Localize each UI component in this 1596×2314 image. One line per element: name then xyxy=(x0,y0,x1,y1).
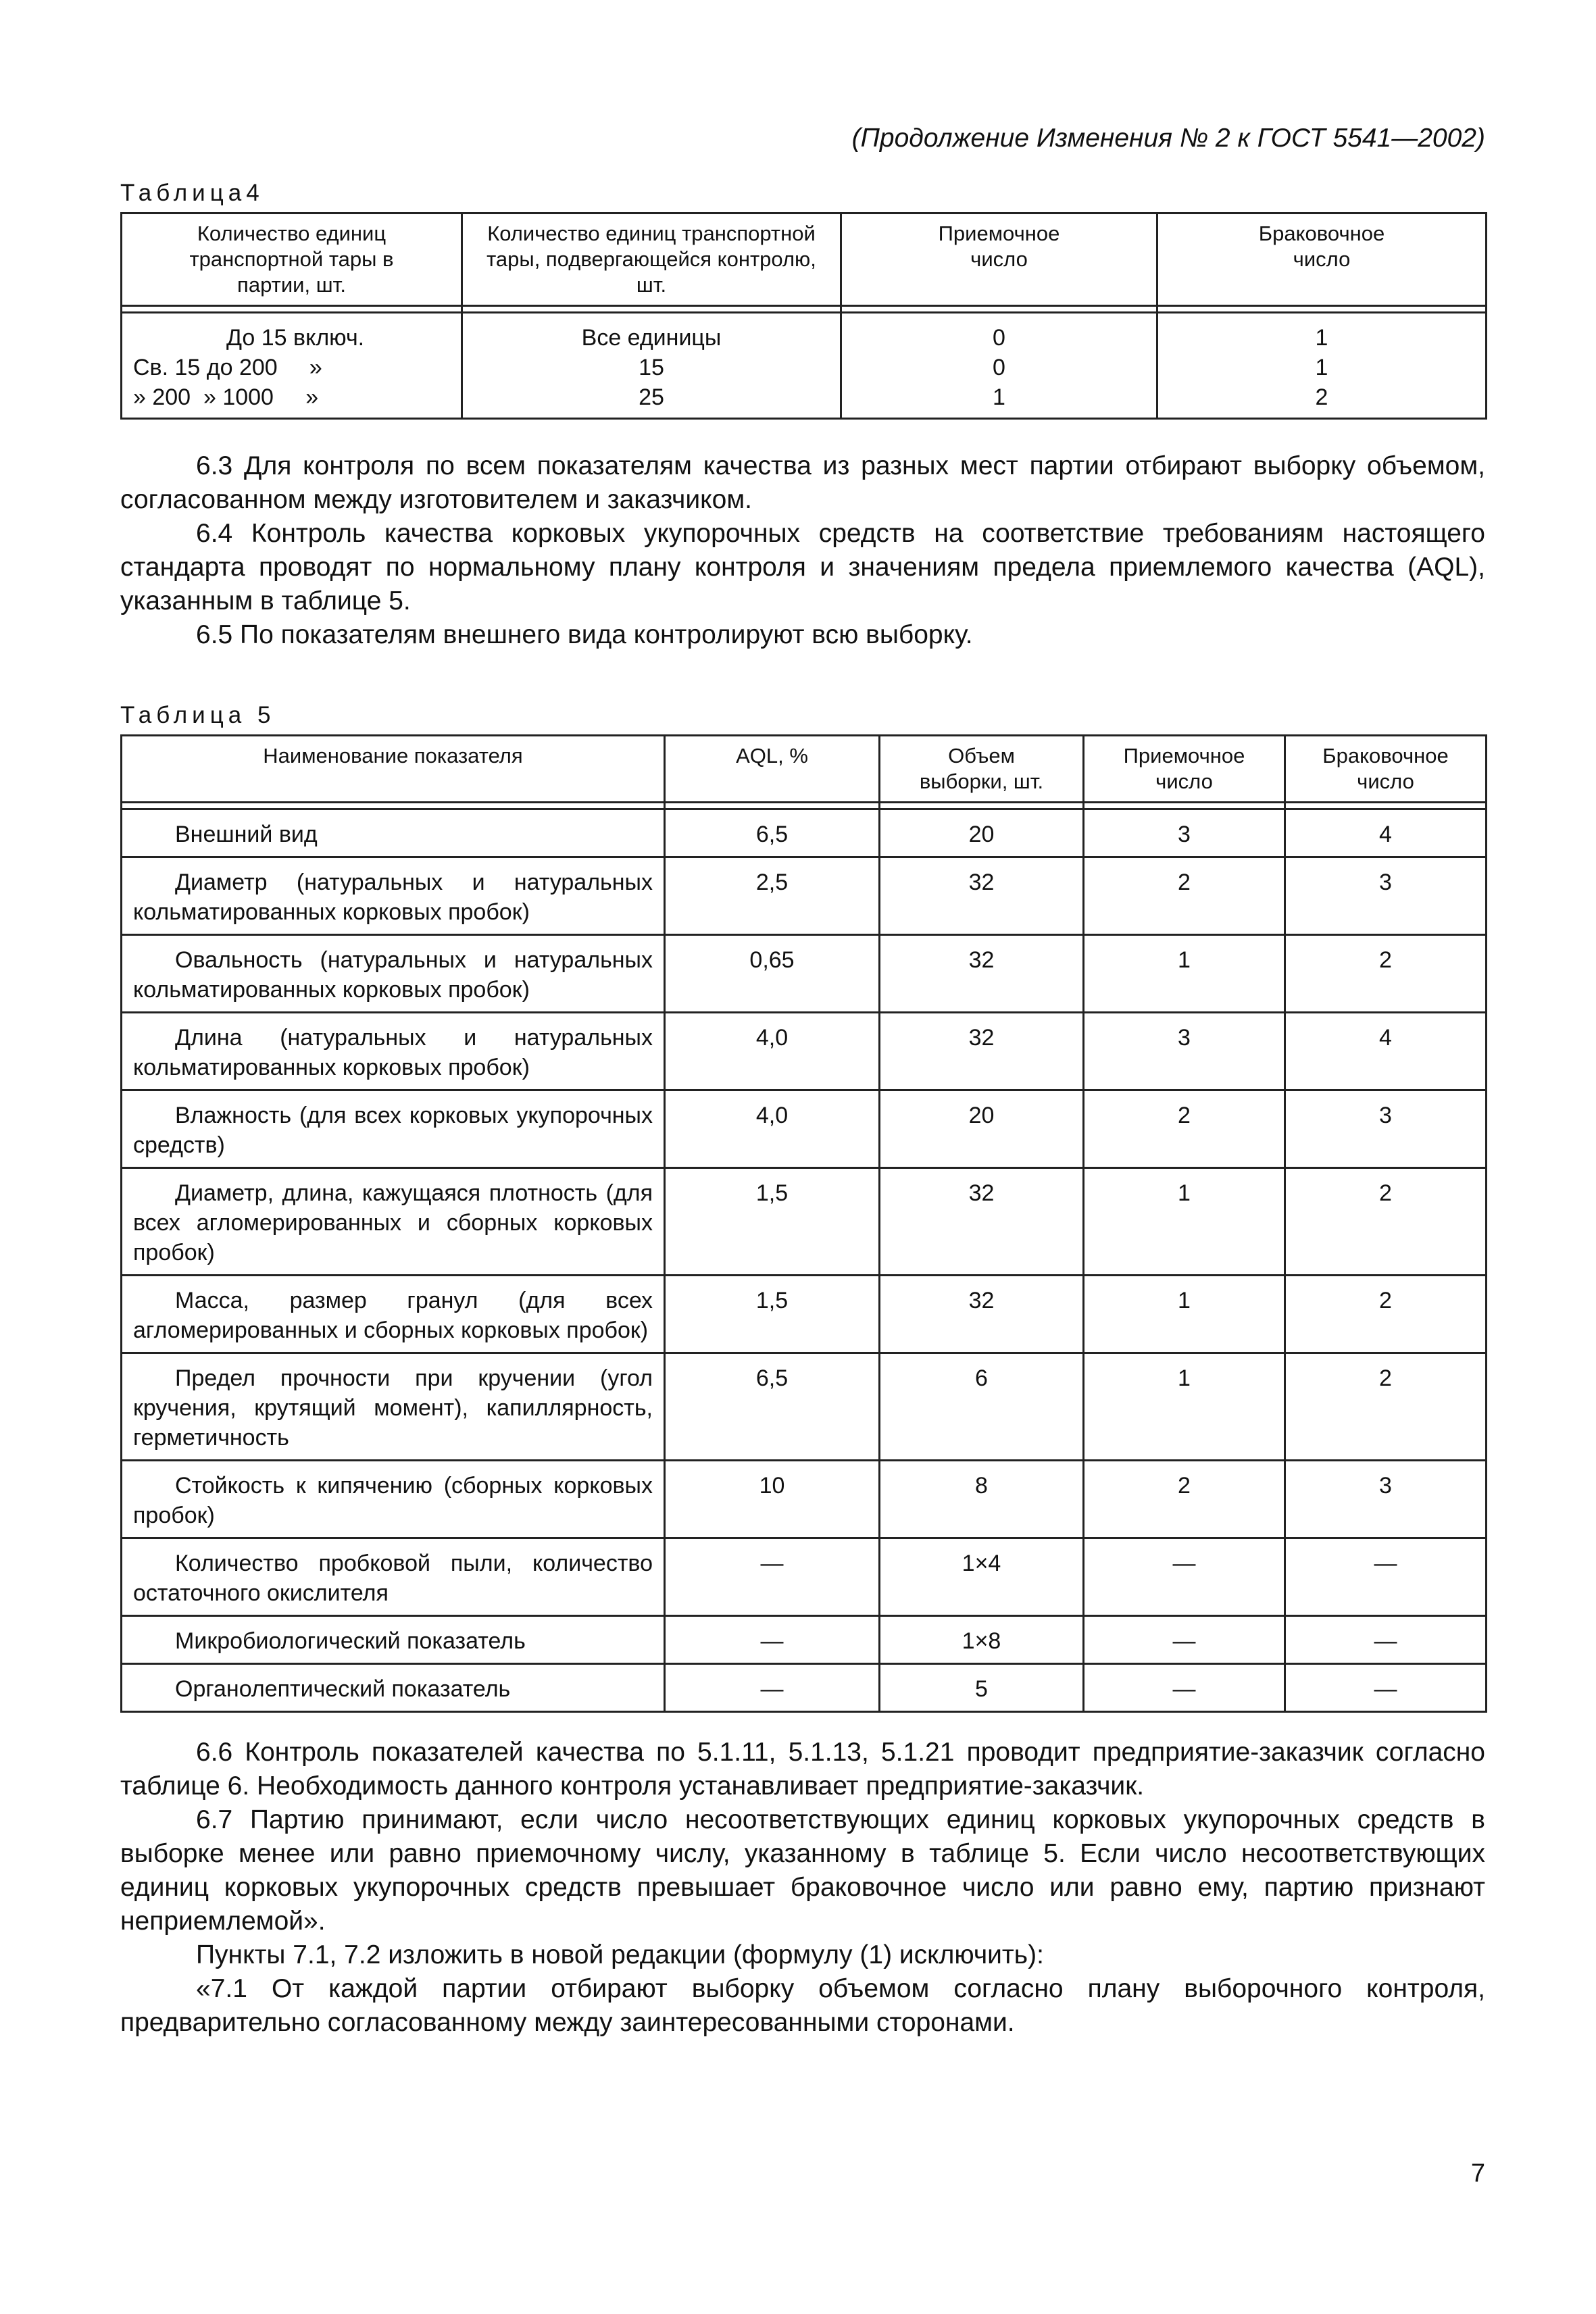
table5-value-size: 20 xyxy=(880,809,1084,857)
table-row xyxy=(122,353,1487,382)
table5-value-reject: 3 xyxy=(1285,1090,1487,1168)
table5-header-cell: Объем выборки, шт. xyxy=(880,736,1084,803)
table4-cell: 0 xyxy=(841,313,1157,353)
table5-value-reject: — xyxy=(1285,1538,1487,1616)
indicator-name: Диаметр (натуральных и натуральных кольматированных корковых пробок) xyxy=(133,870,653,925)
table5-value-reject: — xyxy=(1285,1664,1487,1712)
table-row xyxy=(122,809,1487,857)
indicator-name-cell xyxy=(122,935,665,1013)
table5-value-accept: 2 xyxy=(1084,1090,1285,1168)
table5-value-accept: 2 xyxy=(1084,857,1285,935)
table4-header-cell: Количество единиц транспортной тары в партии, шт. xyxy=(122,213,462,306)
table5-value-reject: — xyxy=(1285,1616,1487,1664)
table5-caption: Таблица 5 xyxy=(120,702,276,728)
table5-value-accept: 1 xyxy=(1084,1168,1285,1276)
table5-value-aql: — xyxy=(665,1616,880,1664)
indicator-name: Внешний вид xyxy=(175,822,318,847)
table4-header-cell: Приемочное число xyxy=(841,213,1157,306)
paragraph: 6.5 По показателям внешнего вида контролируют всю выборку. xyxy=(196,620,973,649)
indicator-name-cell xyxy=(122,1616,665,1664)
table5-value-accept: — xyxy=(1084,1664,1285,1712)
table5-value-size: 32 xyxy=(880,935,1084,1013)
table5-value-reject: 2 xyxy=(1285,1276,1487,1353)
table5-header-row xyxy=(122,736,1487,803)
table5-body xyxy=(122,809,1487,1712)
table5-value-aql: — xyxy=(665,1538,880,1616)
table5-value-aql: 10 xyxy=(665,1461,880,1538)
table5-header-cell: AQL, % xyxy=(665,736,880,803)
table4-cell: 0 xyxy=(841,353,1157,382)
table5-value-aql: 6,5 xyxy=(665,1353,880,1461)
indicator-name: Длина (натуральных и натуральных кольматированных корковых пробок) xyxy=(133,1025,653,1080)
indicator-name: Диаметр, длина, кажущаяся плотность (для всех агломерированных и сборных корковых пробок) xyxy=(133,1180,653,1265)
table5-value-size: 1×4 xyxy=(880,1538,1084,1616)
page-number: 7 xyxy=(1470,2159,1485,2188)
table5-value-aql: 2,5 xyxy=(665,857,880,935)
table-row xyxy=(122,1664,1487,1712)
table-row xyxy=(122,935,1487,1013)
table-row xyxy=(122,1616,1487,1664)
indicator-name-cell xyxy=(122,857,665,935)
table4-cell: Все единицы xyxy=(462,313,841,353)
table5-value-accept: 3 xyxy=(1084,809,1285,857)
table5-value-reject: 3 xyxy=(1285,1461,1487,1538)
indicator-name: Предел прочности при кручении (угол кручения, крутящий момент), капиллярность, герметичность xyxy=(133,1365,653,1451)
table5-value-accept: 1 xyxy=(1084,1353,1285,1461)
table4-caption: Таблица4 xyxy=(120,180,264,206)
table-row xyxy=(122,1013,1487,1090)
indicator-name: Овальность (натуральных и натуральных кольматированных корковых пробок) xyxy=(133,947,653,1003)
table4-header-row xyxy=(122,213,1487,306)
indicator-name: Стойкость к кипячению (сборных корковых пробок) xyxy=(133,1473,653,1528)
indicator-name-cell xyxy=(122,1461,665,1538)
table5-value-size: 32 xyxy=(880,1276,1084,1353)
table5-value-aql: 0,65 xyxy=(665,935,880,1013)
table4-cell: » 200 » 1000 » xyxy=(122,382,462,419)
table-row xyxy=(122,313,1487,353)
indicator-name-cell xyxy=(122,1013,665,1090)
paragraph: 6.6 Контроль показателей качества по 5.1.11, 5.1.13, 5.1.21 проводит предприятие-заказчик согласно таблице 6. Необходимость данного контроля устанавливает предприятие-заказчик. xyxy=(120,1738,1485,1801)
indicator-name: Влажность (для всех корковых укупорочных средств) xyxy=(133,1103,653,1158)
table5-header-cell: Браковочное число xyxy=(1285,736,1487,803)
table5-value-accept: 1 xyxy=(1084,1276,1285,1353)
table5-value-aql: 6,5 xyxy=(665,809,880,857)
indicator-name-cell xyxy=(122,1664,665,1712)
table-row xyxy=(122,1090,1487,1168)
table5-header-cell: Наименование показателя xyxy=(122,736,665,803)
table5 xyxy=(120,734,1487,1713)
indicator-name: Количество пробковой пыли, количество остаточного окислителя xyxy=(133,1551,653,1606)
indicator-name-cell xyxy=(122,1353,665,1461)
indicator-name: Масса, размер гранул (для всех агломерированных и сборных корковых пробок) xyxy=(133,1288,653,1343)
indicator-name-cell xyxy=(122,1090,665,1168)
indicator-name-cell xyxy=(122,1276,665,1353)
table5-value-size: 32 xyxy=(880,1013,1084,1090)
indicator-name-cell xyxy=(122,1168,665,1276)
paragraph: 6.7 Партию принимают, если число несоответствующих единиц корковых укупорочных средств в выборке менее или равно приемочному числу, указанному в таблице 5. Если число несоответствующих единиц корковых укупорочных средств превышает браковочное число или равно ему, партию признают неприемлемой». xyxy=(120,1805,1485,1936)
indicator-name: Микробиологический показатель xyxy=(175,1628,526,1654)
table5-value-size: 20 xyxy=(880,1090,1084,1168)
table-row xyxy=(122,1168,1487,1276)
table5-value-size: 32 xyxy=(880,857,1084,935)
table5-value-reject: 3 xyxy=(1285,857,1487,935)
table4-header-separator xyxy=(122,306,1487,313)
table5-value-size: 8 xyxy=(880,1461,1084,1538)
table4-cell: 15 xyxy=(462,353,841,382)
paragraph: 6.4 Контроль качества корковых укупорочных средств на соответствие требованиям настоящего стандарта проводят по нормальному плану контроля и значениям предела приемлемого качества (AQL), указанным в таблице 5. xyxy=(120,519,1485,615)
table5-header-cell: Приемочное число xyxy=(1084,736,1285,803)
table4-cell: До 15 включ. xyxy=(122,313,462,353)
table5-value-accept: — xyxy=(1084,1538,1285,1616)
table5-value-aql: 1,5 xyxy=(665,1276,880,1353)
table5-value-aql: 4,0 xyxy=(665,1013,880,1090)
table5-header-separator xyxy=(122,803,1487,809)
table-row xyxy=(122,1461,1487,1538)
table5-value-reject: 2 xyxy=(1285,935,1487,1013)
table4-cell: 2 xyxy=(1157,382,1487,419)
paragraph: 6.3 Для контроля по всем показателям качества из разных мест партии отбирают выборку объемом, согласованном между изготовителем и заказчиком. xyxy=(120,451,1485,514)
table5-value-size: 1×8 xyxy=(880,1616,1084,1664)
table5-value-reject: 2 xyxy=(1285,1168,1487,1276)
table5-value-aql: 4,0 xyxy=(665,1090,880,1168)
paragraphs-block-a xyxy=(120,449,1485,652)
document-page xyxy=(120,122,1485,2040)
table-row xyxy=(122,1538,1487,1616)
table5-value-accept: 2 xyxy=(1084,1461,1285,1538)
table4-header-cell: Браковочное число xyxy=(1157,213,1487,306)
table5-value-size: 32 xyxy=(880,1168,1084,1276)
table4-cell: 1 xyxy=(1157,353,1487,382)
table4-cell: 1 xyxy=(841,382,1157,419)
table5-value-reject: 4 xyxy=(1285,809,1487,857)
table-row xyxy=(122,857,1487,935)
indicator-name-cell xyxy=(122,1538,665,1616)
table5-value-aql: — xyxy=(665,1664,880,1712)
paragraphs-block-b xyxy=(120,1736,1485,2040)
table4-cell: 1 xyxy=(1157,313,1487,353)
paragraph: Пункты 7.1, 7.2 изложить в новой редакции (формулу (1) исключить): xyxy=(196,1940,1044,1969)
table5-value-reject: 2 xyxy=(1285,1353,1487,1461)
indicator-name: Органолептический показатель xyxy=(175,1676,511,1702)
table5-value-reject: 4 xyxy=(1285,1013,1487,1090)
table-row xyxy=(122,1276,1487,1353)
table5-value-aql: 1,5 xyxy=(665,1168,880,1276)
table5-value-accept: — xyxy=(1084,1616,1285,1664)
indicator-name-cell xyxy=(122,809,665,857)
table5-value-size: 6 xyxy=(880,1353,1084,1461)
page-header: (Продолжение Изменения № 2 к ГОСТ 5541—2002) xyxy=(851,124,1485,153)
paragraph: «7.1 От каждой партии отбирают выборку объемом согласно плану выборочного контроля, предварительно согласованному между заинтересованными сторонами. xyxy=(120,1974,1485,2037)
table4 xyxy=(120,212,1487,420)
table5-value-size: 5 xyxy=(880,1664,1084,1712)
table5-value-accept: 3 xyxy=(1084,1013,1285,1090)
table4-header-cell: Количество единиц транспортной тары, подвергающейся контролю, шт. xyxy=(462,213,841,306)
table4-cell: 25 xyxy=(462,382,841,419)
table5-value-accept: 1 xyxy=(1084,935,1285,1013)
table-row xyxy=(122,382,1487,419)
table-row xyxy=(122,1353,1487,1461)
table4-cell: Св. 15 до 200 » xyxy=(122,353,462,382)
